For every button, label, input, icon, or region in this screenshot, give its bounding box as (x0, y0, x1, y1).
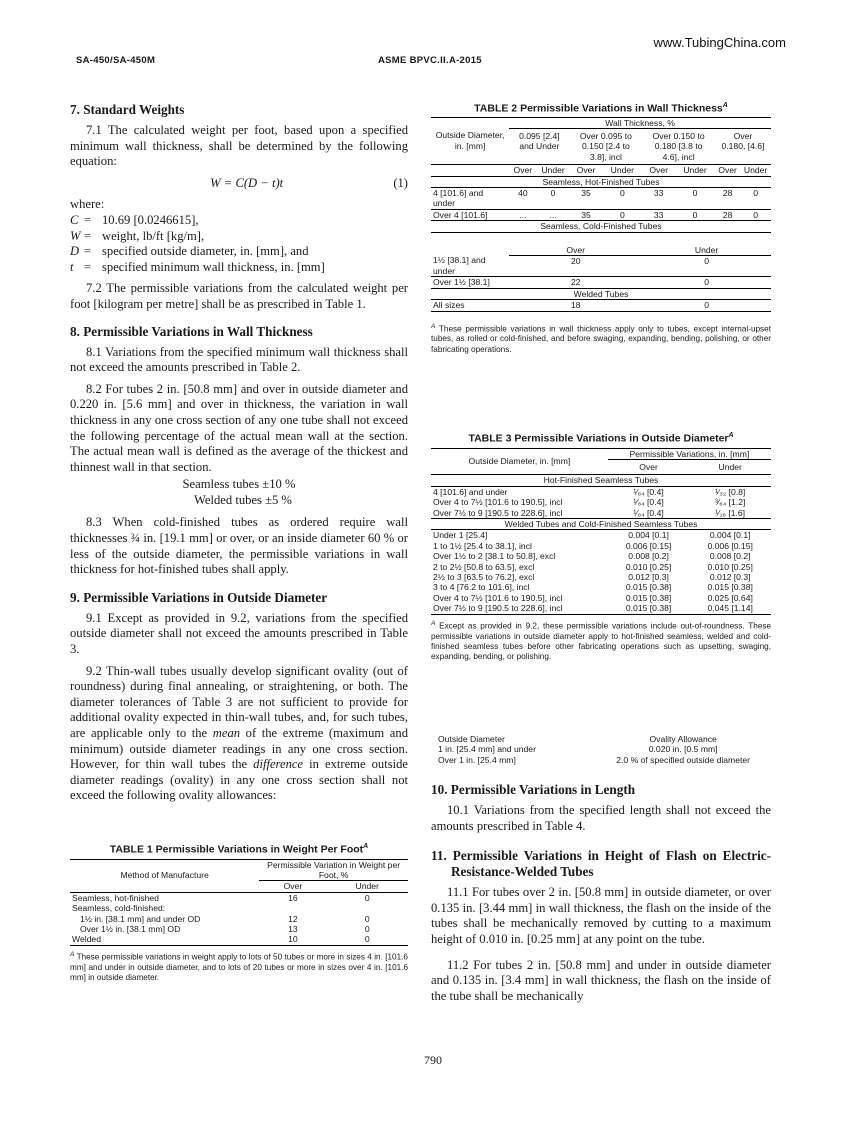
t2-cold-over: Over (509, 245, 642, 256)
t2-value: 28 (722, 187, 733, 198)
table-row (431, 593, 771, 603)
welded-tolerance: Welded tubes ±5 % (194, 492, 292, 507)
variable-list (70, 213, 408, 275)
variable-row (70, 244, 408, 260)
t1-method: 1½ in. [38.1 mm] and under OD (80, 913, 201, 924)
table-row (431, 277, 771, 288)
ovality-allowance: 2.0 % of specified outside diameter (616, 754, 751, 765)
t3-over: 0.015 [0.38] (625, 603, 672, 614)
t2-welded-under: 0 (704, 300, 710, 311)
t1-under: 0 (364, 934, 370, 945)
t2-welded-od: All sizes (433, 300, 465, 311)
t2-welded-over: 18 (570, 300, 581, 311)
table-row (431, 551, 771, 561)
t3-under: 0.025 [0.64] (707, 592, 753, 603)
para-8-3: 8.3 When cold-finished tubes as ordered require wall thicknesses ¾ in. [19.1 mm] or over, or an inside diameter 60 % or less of the outside diameter, the permissible variations in wall thickness for hot-finished tubes shall apply. (70, 515, 408, 577)
ovality-od: Over 1 in. [25.4 mm] (438, 754, 516, 765)
t1-under: 0 (364, 913, 370, 924)
table-row (431, 530, 771, 541)
t3-under: 0.012 [0.3] (709, 571, 751, 582)
table-row (70, 934, 408, 945)
t3-under: 0.010 [0.25] (707, 561, 753, 572)
t3-over: 0.008 [0.2] (628, 551, 669, 562)
t3-cold-header: Welded Tubes and Cold-Finished Seamless Tubes (431, 518, 771, 529)
variable-symbol: t (70, 259, 74, 274)
t1-over: 13 (288, 923, 298, 934)
t2-sub-header: Over (509, 165, 536, 176)
where-label: where: (70, 197, 105, 212)
t3-under: 0.006 [0.15] (707, 540, 753, 551)
t2-value: ... (519, 209, 527, 220)
table-3-footnote: $^A$ Except as provided in 9.2, these permissible variations include out-of-roundness. These permissible variations in outside diameter apply to hot-finished seamless, welded and cold-finished seamless tubes before other fabricating operations such as upsetting, swaging, expanding, bending, or polishing. (431, 619, 772, 661)
variable-equals: = (84, 259, 92, 274)
t1-method: Seamless, cold-finished: (72, 903, 166, 914)
t1-over: 10 (288, 934, 298, 945)
t3-od: 4 [101.6] and under (433, 486, 508, 497)
t3-under: ¹⁄₃₂ [0.8] (715, 486, 746, 497)
t3-over: 0.010 [0.25] (625, 561, 672, 572)
table-row (431, 572, 771, 582)
t2-value: 0 (550, 187, 556, 198)
para-10-1: 10.1 Variations from the specified length shall not exceed the amounts prescribed in Table 4. (431, 803, 771, 833)
equation-text: W = C(D − t)t (210, 175, 284, 190)
table-2-title: TABLE 2 Permissible Variations in Wall Thickness$^A$ (474, 102, 728, 115)
variable-row (70, 260, 408, 276)
table-row (70, 924, 408, 934)
table-2-grid (431, 117, 771, 312)
t1-under: 0 (364, 892, 370, 903)
table-row (436, 744, 770, 754)
t2-sub-header: Over (570, 165, 603, 176)
t3-over: 0.006 [0.15] (625, 540, 672, 551)
table-2 (431, 102, 771, 355)
table-3 (431, 432, 771, 662)
t3-over: Over (608, 459, 690, 474)
t3-od: 2 to 2½ [50.8 to 63.5], excl (433, 561, 535, 572)
table-row (431, 255, 771, 276)
t2-sub-header: Under (675, 165, 715, 176)
t1-method: Over 1½ in. [38.1 mm] OD (80, 923, 181, 934)
variable-definition: weight, lb/ft [kg/m], (102, 228, 205, 243)
equation-number: (1) (393, 175, 408, 190)
table-row (431, 486, 771, 497)
t3-under: Under (689, 459, 771, 474)
t3-od: Over 4 to 7½ [101.6 to 190.5], incl (433, 592, 563, 603)
table-row (431, 300, 771, 311)
para-11-2: 11.2 For tubes 2 in. [50.8 mm] and under in outside diameter and 0.135 in. [3.4 mm] in wall thickness, the flash on the inside of the tube shall be mechanically (431, 957, 771, 1003)
t2-wall-header: Wall Thickness, % (509, 117, 771, 128)
t2-sub-header: Under (537, 165, 570, 176)
table-row (431, 541, 771, 551)
header-center: ASME BPVC.II.A-2015 (378, 55, 482, 66)
t3-over: ¹⁄₆₄ [0.4] (633, 486, 664, 497)
t2-hot-header: Seamless, Hot-Finished Tubes (431, 176, 771, 187)
t3-od: 1 to 1½ [25.4 to 38.1], incl (433, 540, 532, 551)
t2-cold-header: Seamless, Cold-Finished Tubes (431, 221, 771, 232)
table-row (436, 755, 770, 765)
t1-col-under: Under (327, 881, 409, 892)
table-3-title: TABLE 3 Permissible Variations in Outside Diameter$^A$ (468, 432, 734, 445)
t2-od-header: Outside Diameter, in. [mm] (431, 117, 509, 165)
t2-value: ... (549, 209, 557, 220)
t2-sub-header: Over (642, 165, 675, 176)
t1-under (327, 903, 409, 913)
variable-symbol: D (70, 244, 80, 259)
t3-under: 0.015 [0.38] (707, 582, 753, 593)
t2-sub-header: Under (740, 165, 771, 176)
para-11-1: 11.1 For tubes over 2 in. [50.8 mm] in outside diameter, or over 0.135 in. [3.44 mm] in wall thickness, the flash on the inside of the tubes shall be mechanically removed by cutting to a maximum height of 0.010 in. [0.25 mm] at any point on the tube. (431, 885, 771, 946)
para-7-1: 7.1 The calculated weight per foot, based upon a specified minimum wall thickness, shall be determined by the following equation: (70, 123, 408, 169)
t2-sub-header: Under (602, 165, 642, 176)
variable-row (70, 229, 408, 245)
seamless-tolerance: Seamless tubes ±10 % (182, 477, 296, 492)
variable-row (70, 213, 408, 229)
t2-od: Over 4 [101.6] (433, 209, 488, 220)
t2-value: 40 (518, 187, 528, 198)
t2-sub-header: Over (715, 165, 740, 176)
t3-od: Under 1 [25.4] (433, 530, 488, 541)
variable-equals: = (84, 244, 92, 259)
para-7-2: 7.2 The permissible variations from the calculated weight per foot [kilogram per metre] shall be as prescribed in Table 1. (70, 281, 408, 311)
t3-od: Over 1½ to 2 [38.1 to 50.8], excl (433, 551, 556, 562)
t2-value: 0 (619, 209, 625, 220)
ovality-allowance: 0.020 in. [0.5 mm] (648, 744, 718, 755)
t2-group-header: Over 0.095 to 0.150 [2.4 to 3.8], incl (570, 128, 643, 164)
t3-under: 0.008 [0.2] (709, 551, 751, 562)
t2-cold-under: 0 (704, 277, 710, 288)
table-row (431, 187, 771, 209)
header-left: SA-450/SA-450M (76, 55, 156, 66)
t2-value: 0 (753, 209, 759, 220)
variable-definition: specified minimum wall thickness, in. [mm] (102, 259, 325, 274)
t3-hot-header: Hot-Finished Seamless Tubes (431, 475, 771, 486)
para-9-2: 9.2 Thin-wall tubes usually develop significant ovality (out of roundness) during final annealing, or straightening, or both. The diameter tolerances of Table 3 are not sufficient to provide for additional ovality expected in thin-wall tubes, and, for such tubes, are applicable only to the mean of the extreme (maximum and minimum) outside diameter readings in any one cross section. However, for thin wall tubes the difference in extreme outside diameter readings (ovality) in any one cross section shall not exceed the following ovality allowances: (70, 663, 408, 803)
t1-col-method: Method of Manufacture (70, 859, 259, 892)
ovality-grid (436, 734, 770, 765)
variable-symbol: C (70, 212, 79, 227)
t2-value: 33 (653, 209, 664, 220)
table-row (431, 562, 771, 572)
table-row (70, 914, 408, 924)
t2-cold-over: 20 (570, 255, 581, 266)
t2-cold-od: Over 1½ [38.1] (433, 277, 490, 288)
t3-over: 0.012 [0.3] (628, 571, 669, 582)
table-row (431, 508, 771, 519)
t3-od: Over 4 to 7½ [101.6 to 190.5], incl (433, 497, 563, 508)
table-row (431, 497, 771, 507)
variable-definition: 10.69 [0.0246615], (102, 212, 199, 227)
t2-value: 0 (619, 187, 625, 198)
t2-value: 35 (581, 209, 591, 220)
t2-value: 35 (581, 187, 591, 198)
section-10-title: 10. Permissible Variations in Length (431, 782, 636, 797)
left-column (70, 102, 408, 804)
t1-over: 16 (288, 892, 298, 903)
t3-od: Over 7½ to 9 [190.5 to 228.6], incl (433, 507, 563, 518)
t3-od: 3 to 4 [76.2 to 101.6], incl (433, 582, 530, 593)
site-watermark[interactable]: www.TubingChina.com (653, 35, 786, 50)
t1-col-perm: Permissible Variation in Weight per Foot, % (259, 859, 408, 881)
t1-method: Welded (72, 934, 101, 945)
t2-value: 0 (692, 209, 698, 220)
section-11-title: 11. Permissible Variations in Height of Flash on Electric-Resistance-Welded Tubes (431, 848, 771, 880)
t2-cold-under: 0 (704, 255, 710, 266)
section-7-title: 7. Standard Weights (70, 102, 185, 117)
table-row (70, 892, 408, 903)
variable-equals: = (84, 212, 92, 227)
para-8-1: 8.1 Variations from the specified minimum wall thickness shall not exceed the amounts prescribed in Table 2. (70, 344, 408, 375)
t3-under: 0.045 [1.14] (707, 603, 753, 614)
t1-col-over: Over (259, 881, 326, 892)
para-9-1: 9.1 Except as provided in 9.2, variations from the specified outside diameter shall not exceed the amounts prescribed in Table 3. (70, 610, 408, 657)
table-row (431, 603, 771, 614)
table-1-footnote: $^A$ These permissible variations in weight apply to lots of 50 tubes or more in sizes 4 in. [101.6 mm] and under in outside diameter, and to lots of 20 tubes or more in sizes over 4 in. [101.6 mm] in outside diameter. (70, 950, 408, 982)
t3-perm-header: Permissible Variations, in. [mm] (608, 448, 771, 459)
t1-over: 12 (288, 913, 298, 924)
table-2-footnote: $^A$ These permissible variations in wall thickness apply only to tubes, except internal-upset tubes, as rolled or cold-finished, and before swaging, expanding, bending, polishing, or other fabricating operations. (431, 322, 771, 354)
t3-over: 0.015 [0.38] (625, 582, 672, 593)
variable-equals: = (84, 228, 92, 243)
t2-cold-under: Under (642, 245, 771, 256)
t1-over (259, 903, 326, 913)
t2-welded-header: Welded Tubes (431, 288, 771, 299)
t3-under: ¹⁄₁₆ [1.6] (715, 507, 746, 518)
right-column (431, 782, 771, 1004)
para-8-2: 8.2 For tubes 2 in. [50.8 mm] and over in outside diameter and 0.220 in. [5.6 mm] and over in thickness, the variation in wall thickness in any one cross section of any one tube shall not exceed the following percentage of the actual mean wall at the section. The actual mean wall is defined as the average of the thickest and thinnest wall in that section. (70, 381, 408, 474)
t3-under: 0.004 [0.1] (709, 530, 751, 541)
t2-value: 28 (722, 209, 733, 220)
table-row (431, 209, 771, 220)
table-1-grid (70, 859, 408, 946)
table-3-grid (431, 448, 771, 615)
ovality-table (436, 734, 770, 765)
ovality-col-allowance: Ovality Allowance (649, 734, 717, 744)
t2-value: 0 (692, 187, 698, 198)
t3-under: ³⁄₆₄ [1.2] (715, 497, 746, 508)
t2-sub-empty (431, 165, 509, 176)
t2-cold-od: 1½ [38.1] and under (433, 255, 486, 276)
ovality-col-od: Outside Diameter (438, 734, 505, 744)
t2-cold-over: 22 (570, 277, 581, 288)
t3-od: Over 7½ to 9 [190.5 to 228.6], incl (433, 603, 563, 614)
t1-method: Seamless, hot-finished (72, 892, 159, 903)
t3-od: 2½ to 3 [63.5 to 76.2], excl (433, 571, 535, 582)
page-number: 790 (424, 1053, 442, 1067)
equation-1 (70, 176, 408, 192)
t3-over: 0.015 [0.38] (625, 592, 672, 603)
section-9-title: 9. Permissible Variations in Outside Diameter (70, 589, 328, 605)
table-row (70, 903, 408, 913)
t3-od-header: Outside Diameter, in. [mm] (431, 448, 608, 475)
ovality-od: 1 in. [25.4 mm] and under (438, 744, 536, 755)
t2-group-header: Over 0.180, [4.6] (715, 128, 771, 164)
t2-value: 0 (753, 187, 759, 198)
t3-over: ¹⁄₆₄ [0.4] (633, 507, 664, 518)
table-1-title: TABLE 1 Permissible Variations in Weight Per Foot$^A$ (109, 843, 369, 856)
t2-group-header: Over 0.150 to 0.180 [3.8 to 4.6], incl (642, 128, 715, 164)
table-1 (70, 843, 408, 983)
variable-definition: specified outside diameter, in. [mm], and (102, 244, 309, 259)
t2-group-header: 0.095 [2.4] and Under (509, 128, 569, 164)
section-8-title: 8. Permissible Variations in Wall Thickness (70, 323, 313, 339)
t2-value: 33 (653, 187, 664, 198)
t3-over: 0.004 [0.1] (628, 530, 669, 541)
table-row (431, 582, 771, 592)
t3-over: ¹⁄₆₄ [0.4] (633, 497, 664, 508)
variable-symbol: W (70, 228, 81, 243)
t1-under: 0 (364, 923, 370, 934)
t2-od: 4 [101.6] and under (433, 187, 484, 209)
